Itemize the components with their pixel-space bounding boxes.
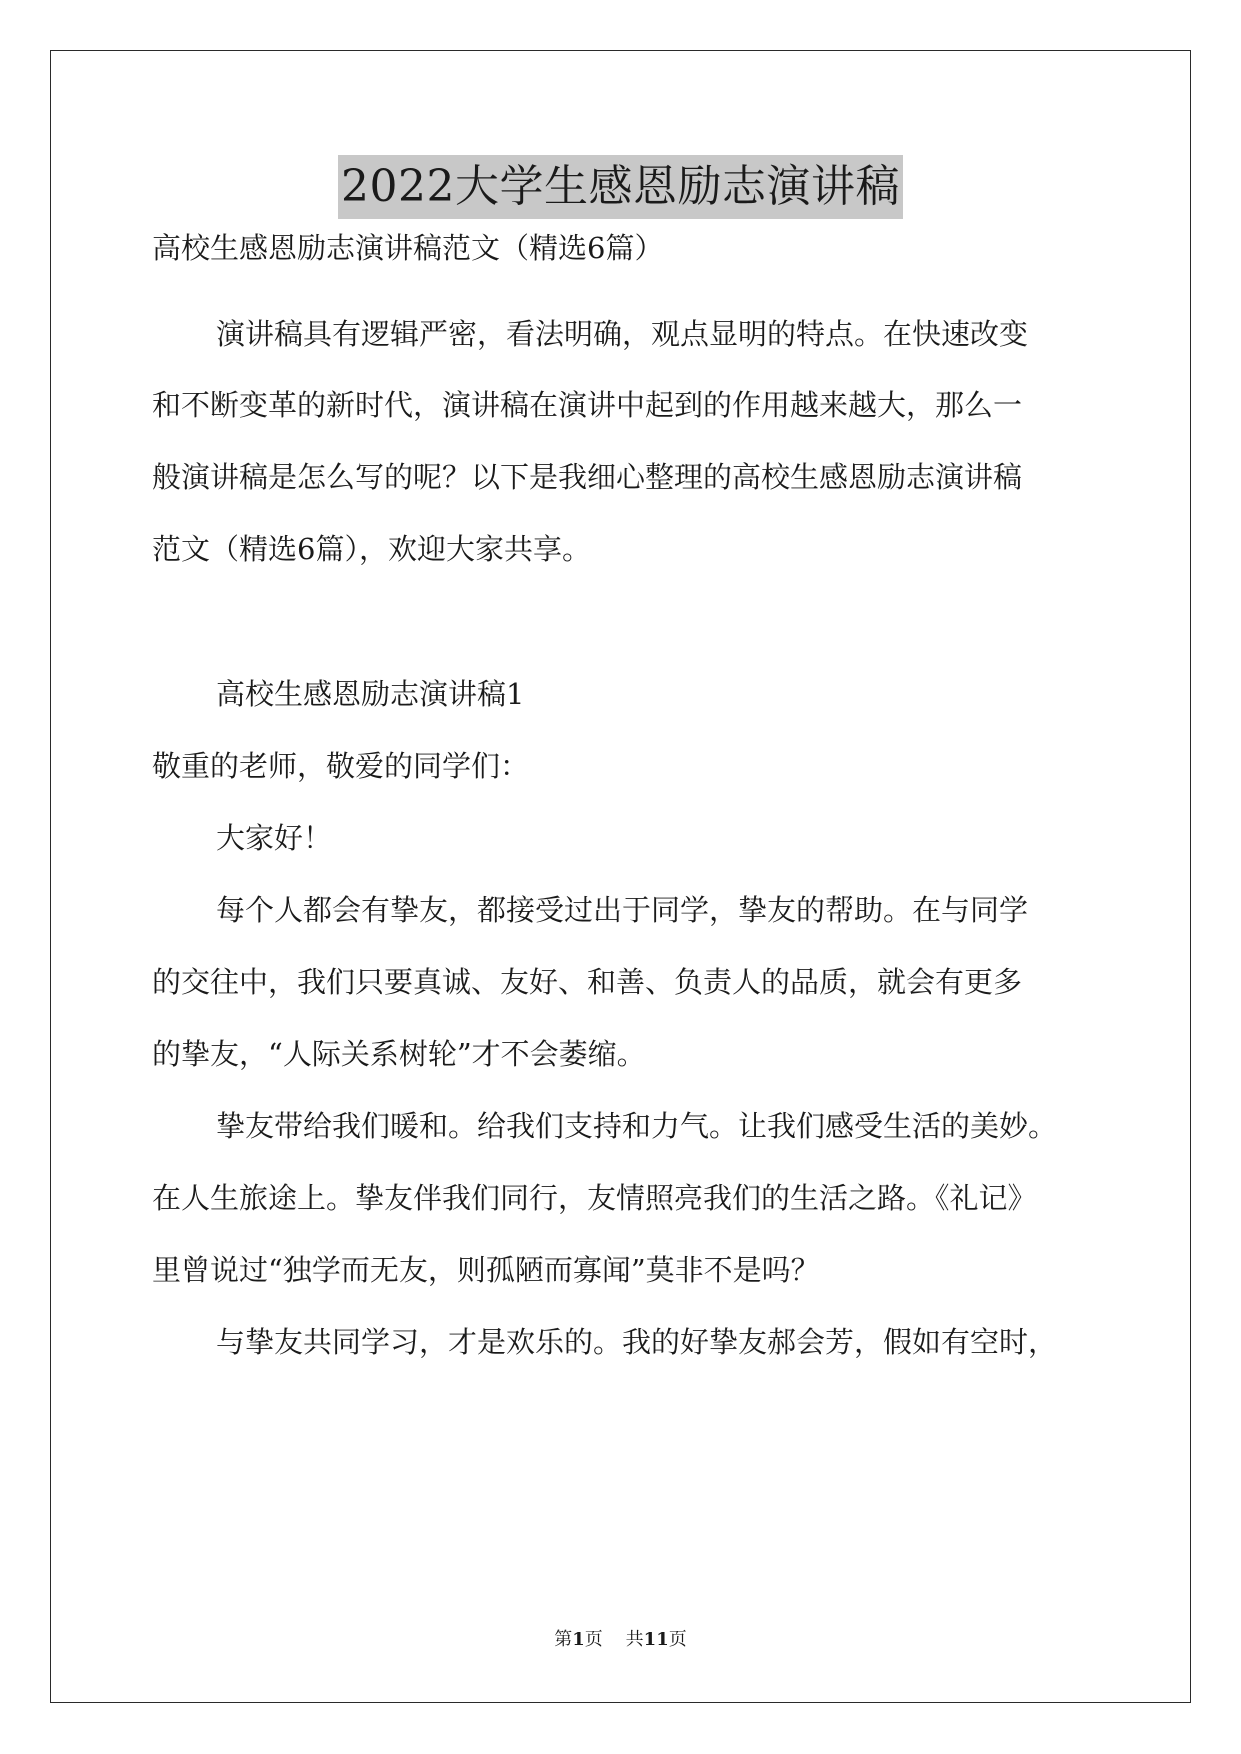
- paragraph-line: 与挚友共同学习，才是欢乐的。我的好挚友郝会芳，假如有空时，: [216, 1325, 1058, 1359]
- title-container: [0, 155, 1241, 219]
- page-footer: [0, 1628, 1241, 1652]
- paragraph-line: 演讲稿具有逻辑严密，看法明确，观点显明的特点。在快速改变: [216, 317, 1029, 351]
- paragraph-line: 的交往中，我们只要真诚、友好、和善、负责人的品质，就会有更多: [152, 965, 1023, 999]
- page-suffix: 页: [584, 1629, 603, 1650]
- page-prefix: 第: [554, 1629, 573, 1650]
- salutation-line: 敬重的老师，敬爱的同学们：: [152, 749, 530, 783]
- greeting-line: 大家好！: [216, 821, 333, 855]
- paragraph-line: 的挚友，“人际关系树轮”才不会萎缩。: [152, 1037, 646, 1071]
- paragraph-line: 范文（精选6篇），欢迎大家共享。: [152, 532, 591, 566]
- document-title: 2022大学生感恩励志演讲稿: [338, 155, 903, 219]
- paragraph-line: 挚友带给我们暖和。给我们支持和力气。让我们感受生活的美妙。: [216, 1109, 1058, 1143]
- section-heading: 高校生感恩励志演讲稿1: [216, 677, 525, 711]
- paragraph-line: 里曾说过“独学而无友，则孤陋而寡闻”莫非不是吗？: [152, 1253, 820, 1287]
- total-suffix: 页: [668, 1629, 687, 1650]
- paragraph-line: 和不断变革的新时代，演讲稿在演讲中起到的作用越来越大，那么一: [152, 388, 1023, 422]
- paragraph-line: 每个人都会有挚友，都接受过出于同学，挚友的帮助。在与同学: [216, 893, 1029, 927]
- page-border: [50, 50, 1191, 1703]
- paragraph-line: 般演讲稿是怎么写的呢？以下是我细心整理的高校生感恩励志演讲稿: [152, 460, 1023, 494]
- total-pages: 11: [643, 1629, 669, 1650]
- page-number: 1: [572, 1629, 585, 1650]
- total-prefix: 共: [625, 1629, 644, 1650]
- paragraph-line: 在人生旅途上。挚友伴我们同行，友情照亮我们的生活之路。《礼记》: [152, 1181, 1037, 1215]
- subtitle-line: 高校生感恩励志演讲稿范文（精选6篇）: [152, 231, 664, 265]
